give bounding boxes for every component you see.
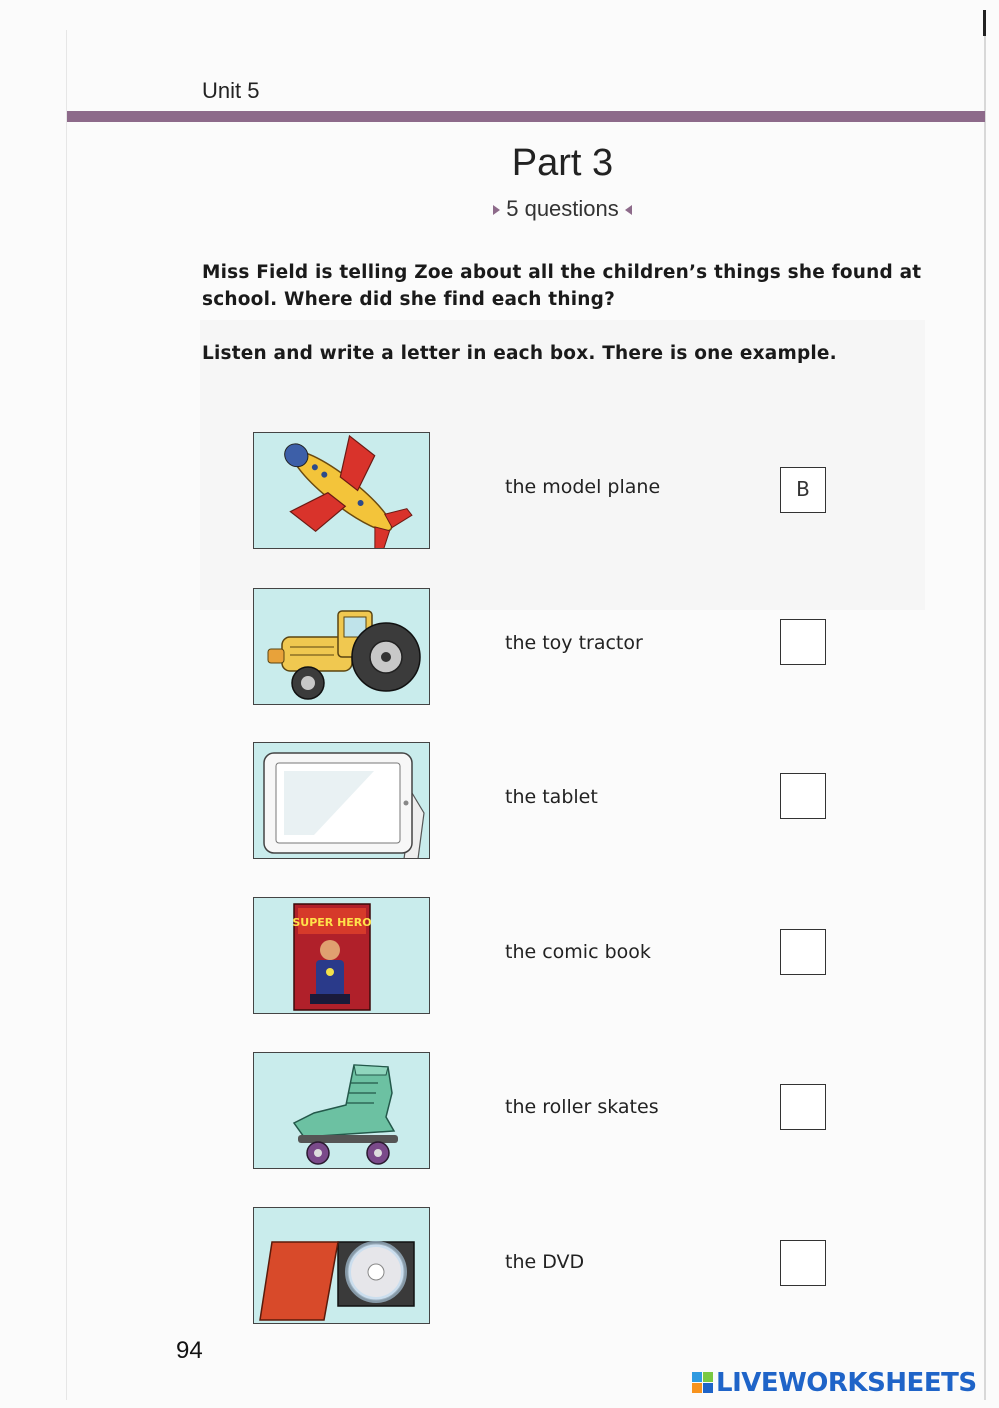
- model-plane-picture: [253, 432, 430, 549]
- comic-book-picture: [253, 897, 430, 1014]
- list-item: [0, 1052, 999, 1172]
- header-divider-bar: [67, 111, 985, 122]
- page-left-edge: [66, 30, 67, 1400]
- answer-box-dvd[interactable]: [780, 1240, 826, 1286]
- list-item: [0, 742, 999, 862]
- unit-label: Unit 5: [202, 78, 260, 103]
- answer-box-roller-skates[interactable]: [780, 1084, 826, 1130]
- questions-count: [0, 196, 999, 222]
- answer-box-model-plane[interactable]: B: [780, 467, 826, 513]
- roller-skates-picture: [253, 1052, 430, 1169]
- item-label-toy-tractor: the toy tractor: [505, 632, 643, 654]
- item-label-model-plane: the model plane: [505, 476, 661, 498]
- comic-book-cover-text: SUPER HERO: [292, 916, 372, 929]
- tablet-icon: [254, 743, 430, 859]
- right-pointer-icon: [493, 205, 500, 215]
- page-number: 94: [176, 1337, 203, 1364]
- instruction-line-2: school. Where did she find each thing?: [202, 289, 616, 310]
- dvd-picture: [253, 1207, 430, 1324]
- dvd-icon: [254, 1208, 430, 1324]
- liveworksheets-logo: [692, 1368, 992, 1400]
- page-right-edge: [984, 20, 986, 1400]
- roller-skate-icon: [254, 1053, 430, 1169]
- answer-box-comic-book[interactable]: [780, 929, 826, 975]
- model-plane-icon: [254, 433, 430, 549]
- item-label-tablet: the tablet: [505, 786, 598, 808]
- toy-tractor-icon: [254, 589, 430, 705]
- item-label-dvd: the DVD: [505, 1251, 585, 1273]
- list-item: [0, 432, 999, 552]
- answer-box-toy-tractor[interactable]: [780, 619, 826, 665]
- left-pointer-icon: [625, 205, 632, 215]
- tablet-picture: [253, 742, 430, 859]
- part-title: Part 3: [511, 142, 614, 184]
- corner-mark: [983, 10, 986, 36]
- liveworksheets-logo-text: LIVEWORKSHEETS: [716, 1368, 977, 1398]
- list-item: [0, 588, 999, 708]
- instruction-listen: Listen and write a letter in each box. There is one example.: [202, 343, 837, 364]
- instruction-paragraph: [202, 259, 942, 313]
- instruction-line-1: Miss Field is telling Zoe about all the children’s things she found at: [202, 262, 922, 283]
- item-label-comic-book: the comic book: [505, 941, 651, 963]
- toy-tractor-picture: [253, 588, 430, 705]
- list-item: [0, 897, 999, 1017]
- liveworksheets-logo-icon: [692, 1372, 714, 1394]
- item-label-roller-skates: the roller skates: [505, 1096, 659, 1118]
- comic-book-icon: [254, 898, 430, 1014]
- answer-box-tablet[interactable]: [780, 773, 826, 819]
- list-item: [0, 1207, 999, 1327]
- questions-label: 5 questions: [506, 196, 619, 221]
